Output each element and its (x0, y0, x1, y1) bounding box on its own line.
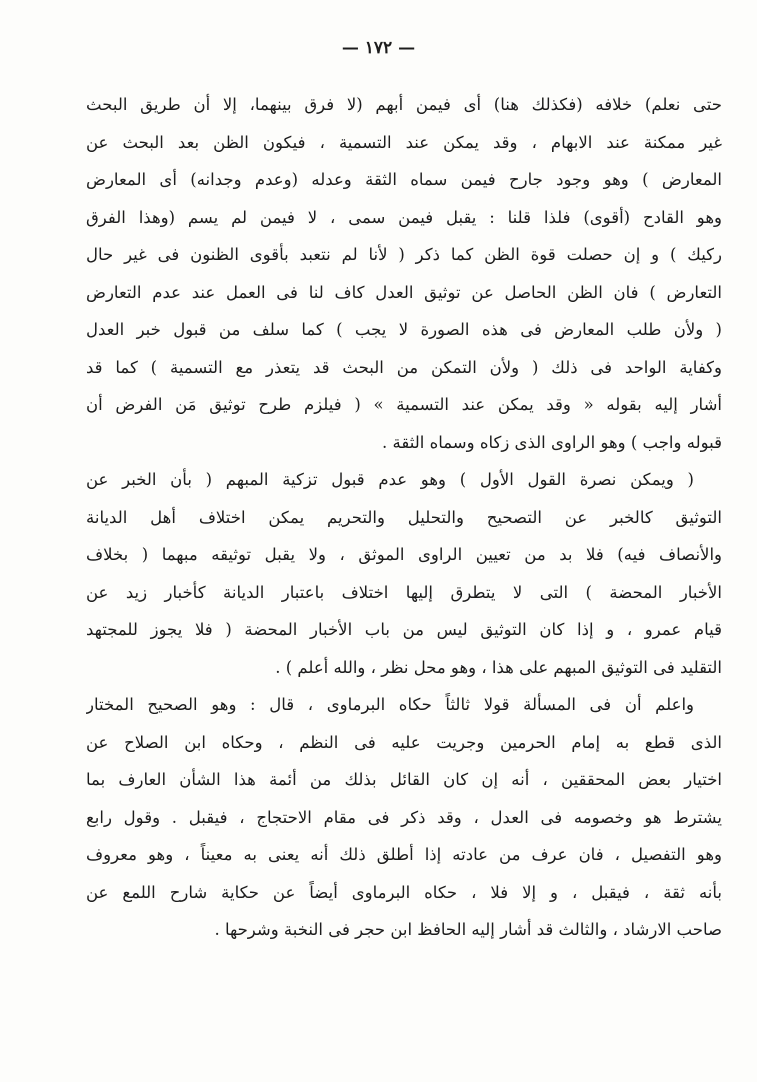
text-line: واعلم أن فى المسألة قولا ثالثاً حكاه البرماوى ، قال : وهو الصحيح المختار (86, 695, 694, 714)
text-line: يشترط هو وخصومه فى العدل ، وقد ذكر فى مقام الاحتجاج ، فيقبل . وقول رابع (86, 807, 722, 827)
paragraph-1 (86, 86, 722, 461)
text-line: المعارض ) وهو وجود جارح فيمن سماه الثقة وعدله (وعدم وجدانه) أى المعارض (86, 170, 722, 189)
text-line: والأنصاف فيه) فلا بد من تعيين الراوى الموثق ، ولا يقبل توثيقه مبهما ( بخلاف (86, 545, 722, 564)
text-line: التقليد فى التوثيق المبهم على هذا ، وهو محل نظر ، والله أعلم ) . (275, 657, 722, 677)
text-line: اختيار بعض المحققين ، أنه إن كان القائل بذلك من أئمة هذا الشأن العارف بما (86, 770, 722, 789)
text-line: التعارض ) فان الظن الحاصل عن توثيق العدل كاف لنا فى العمل عند عدم التعارض (86, 282, 722, 302)
text-line: وهو القادح (أقوى) فلذا قلنا : يقبل فيمن سمى ، لا فيمن لم يسم (وهذا الفرق (86, 207, 722, 227)
text-line: بأنه ثقة ، فيقبل ، و إلا فلا ، حكاه البرماوى أيضاً عن حكاية شارح اللمع عن (86, 882, 722, 902)
paragraph-2 (86, 461, 722, 686)
text-line: التوثيق كالخبر عن التصحيح والتحليل والتحريم يمكن اختلاف أهل الديانة (86, 507, 722, 527)
text-line: قبوله واجب ) وهو الراوى الذى زكاه وسماه الثقة . (382, 432, 722, 452)
text-line: غير ممكنة عند الابهام ، وقد يمكن عند التسمية ، فيكون الظن بعد البحث عن (86, 132, 722, 152)
text-line: ركيك ) و إن حصلت قوة الظن كما ذكر ( لأنا لم نتعبد بأقوى الظنون فى غير حال (86, 245, 722, 264)
text-line: حتى نعلم) خلافه (فكذلك هنا) أى فيمن أبهم (لا فرق بينهما، إلا أن طريق البحث (86, 95, 722, 114)
paragraph-3 (86, 686, 722, 949)
text-line: الذى قطع به إمام الحرمين وجريت عليه فى النظم ، وحكاه ابن الصلاح عن (86, 732, 722, 752)
text-line: ( ويمكن نصرة القول الأول ) وهو عدم قبول تزكية المبهم ( بأن الخبر عن (86, 470, 694, 489)
text-line: وهو التفصيل ، فان عرف من عادته إذا أطلق ذلك أنه يعنى به معيناً ، وهو معروف (86, 845, 722, 864)
text-line: قيام عمرو ، و إذا كان التوثيق ليس من باب الأخبار المحضة ( فلا يجوز للمجتهد (86, 620, 722, 639)
page-number: — ١٧٢ — (341, 38, 416, 58)
text-line: أشار إليه بقوله « وقد يمكن عند التسمية » ( فيلزم طرح توثيق مَن الفرض أن (86, 395, 722, 414)
text-line: صاحب الارشاد ، والثالث قد أشار إليه الحافظ ابن حجر فى النخبة وشرحها . (214, 920, 722, 939)
text-line: الأخبار المحضة ) التى لا يتطرق إليها اختلاف باعتبار الديانة كأخبار زيد عن (86, 582, 722, 602)
text-line: ( ولأن طلب المعارض فى هذه الصورة لا يجب ) كما سلف من قبول خبر العدل (86, 320, 722, 339)
body-text (86, 86, 722, 949)
text-line: وكفاية الواحد فى ذلك ( ولأن التمكن من البحث قد يتعذر مع التسمية ) كما قد (86, 357, 722, 377)
